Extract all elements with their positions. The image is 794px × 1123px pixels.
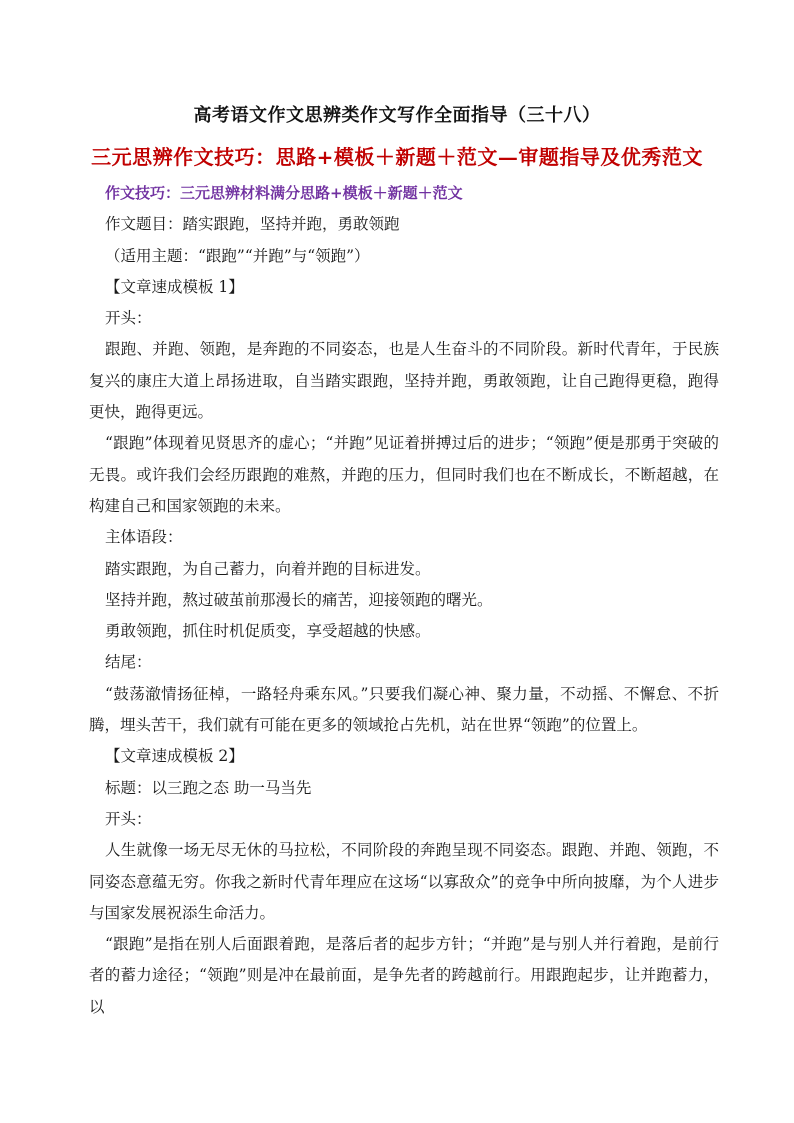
document-title: 高考语文作文思辨类作文写作全面指导（三十八） xyxy=(193,105,601,126)
body-point: 坚持并跑，熬过破茧前那漫长的痛苦，迎接领跑的曙光。 xyxy=(105,590,493,609)
essay-title-line: 标题：以三跑之态 助一马当先 xyxy=(105,778,312,797)
paragraph: “鼓荡澈情扬征棹，一路轻舟乘东风。”只要我们凝心神、聚力量，不动摇、不懈怠、不折腾，埋头苦干，我们就有可能在更多的领域抢占先机，站在世界“领跑”的位置上。 xyxy=(89,684,719,735)
body-point: 勇敢领跑，抓住时机促质变，享受超越的快感。 xyxy=(105,622,431,641)
template-1-heading: 【文章速成模板 1】 xyxy=(105,277,244,296)
paragraph: 跟跑、并跑、领跑，是奔跑的不同姿态，也是人生奋斗的不同阶段。新时代青年，于民族复兴的康庄大道上昂扬进取，自当踏实跟跑，坚持并跑，勇敢领跑，让自己跑得更稳，跑得更快，跑得更远。 xyxy=(89,340,719,422)
applicable-theme: （适用主题：“跟跑”“并跑”与“领跑”） xyxy=(105,246,370,265)
essay-topic: 作文题目：踏实跟跑，坚持并跑，勇敢领跑 xyxy=(105,215,400,234)
technique-heading: 作文技巧：三元思辨材料满分思路+模板＋新题＋范文 xyxy=(105,184,463,202)
section-label-opening: 开头： xyxy=(105,809,152,828)
body-point: 踏实跟跑，为自己蓄力，向着并跑的目标进发。 xyxy=(105,559,431,578)
section-label-body: 主体语段： xyxy=(105,528,183,547)
document-subtitle: 三元思辨作文技巧：思路+模板＋新题＋范文—审题指导及优秀范文 xyxy=(91,145,703,169)
section-label-opening: 开头： xyxy=(105,309,152,328)
template-2-heading: 【文章速成模板 2】 xyxy=(105,747,244,766)
paragraph: 人生就像一场无尽无休的马拉松，不同阶段的奔跑呈现不同姿态。跟跑、并跑、领跑，不同姿态意蕴无穷。你我之新时代青年理应在这场“以寡敌众”的竞争中所向披靡，为个人进步与国家发展祝添生命活力。 xyxy=(89,841,719,922)
paragraph: “跟跑”体现着见贤思齐的虚心；“并跑”见证着拼搏过后的进步；“领跑”便是那勇于突破的无畏。或许我们会经历跟跑的难熬，并跑的压力，但同时我们也在不断成长，不断超越，在构建自己和国家领跑的未来。 xyxy=(89,434,719,515)
section-label-ending: 结尾： xyxy=(105,653,152,672)
document-body xyxy=(89,178,719,1023)
paragraph: “跟跑”是指在别人后面跟着跑，是落后者的起步方针；“并跑”是与别人并行着跑，是前行者的蓄力途径；“领跑”则是冲在最前面，是争先者的跨越前行。用跟跑起步，让并跑蓄力，以 xyxy=(89,935,719,1016)
